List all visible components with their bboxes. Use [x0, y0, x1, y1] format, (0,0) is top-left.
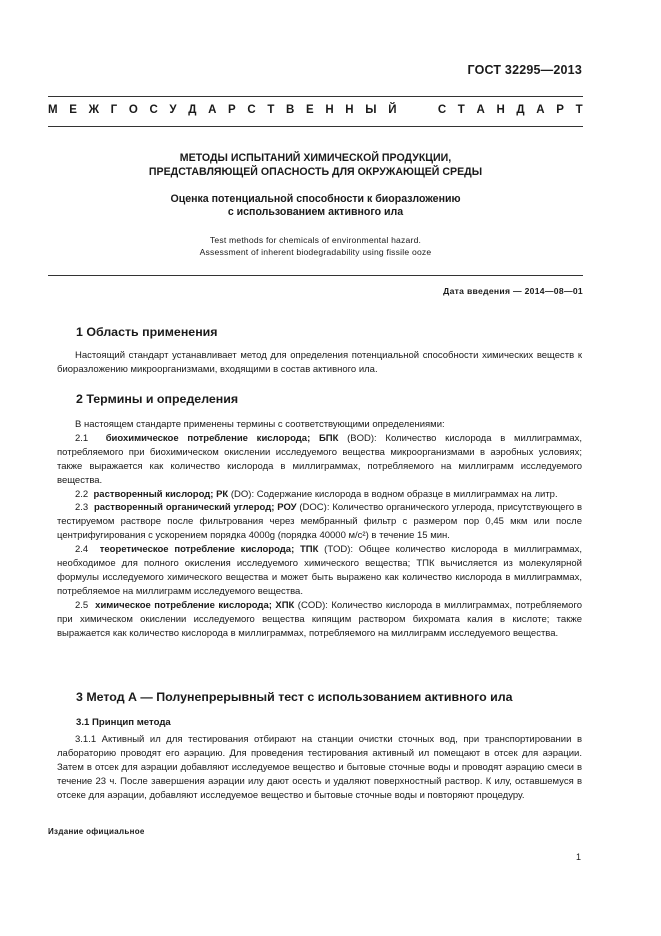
- section-1-body: [57, 349, 582, 377]
- term-2-5: [57, 599, 582, 641]
- term-number: 2.2: [75, 488, 89, 500]
- standard-type-letter: Н: [496, 104, 505, 116]
- section-3-1-1-text: 3.1.1 Активный ил для тестирования отбирают на станции очистки сточных вод, при транспортировании в лабораторию проводят его аэрацию. Для проведения тестирования активный ил помещают в отсек для аэрации. Затем в отсек для аэрации добавляют исследуемое вещество и бытовые сточные воды и проводят аэрацию смеси в течение 23 ч. После завершения аэрации илу дают осесть и удаляют поверхностный раствор. К илу, оставшемуся в отсеке для аэрации, добавляют исследуемое вещество и бытовые сточные воды и повторяют процедуру.: [57, 734, 582, 801]
- term-definition: (TOD): Общее количество кислорода в миллиграммах, необходимое для полного окисления исследуемого химического вещества; ТПК вычисляется из молекулярной формулы исследуемого химического вещества и может быть выражено как количество кислорода в миллиграммах, потребляемое на миллиграмм исследуемого вещества.: [57, 544, 582, 597]
- term-number: 2.3: [75, 502, 89, 514]
- section-2-heading: 2 Термины и определения: [76, 392, 239, 406]
- page-number: 1: [575, 852, 581, 862]
- section-1-heading: 1 Область применения: [76, 325, 218, 339]
- section-3-body: [57, 733, 582, 803]
- term-2-4: [57, 543, 582, 599]
- introduction-date: Дата введения — 2014—08—01: [443, 286, 583, 296]
- term-name: растворенный органический углерод; РОУ: [93, 502, 297, 514]
- standard-type-letter: А: [536, 104, 545, 116]
- standard-type-letter: У: [169, 104, 177, 116]
- term-2-2: [57, 488, 582, 502]
- standard-type-letter: Н: [325, 104, 334, 116]
- standard-type-letter: М: [48, 104, 58, 116]
- standard-type-letter: Т: [457, 104, 465, 116]
- standard-type-letter: [423, 104, 426, 116]
- standard-type-letter: Р: [556, 104, 564, 116]
- term-name: растворенный кислород; РК: [93, 488, 229, 500]
- document-title: [48, 152, 583, 179]
- standard-type-letter: А: [208, 104, 217, 116]
- date-divider: [48, 275, 583, 276]
- term-definition: (COD): Количество кислорода в миллиграммах, потребляемого при химическом окислении исследуемого вещества кипящим раствором бихромата калия в кислоте; также выражается как количество кислорода в миллиграммах, потребляемого на миллиграмм исследуемого вещества.: [57, 599, 582, 639]
- standard-type-letter: Т: [267, 104, 275, 116]
- document-subtitle: [48, 193, 583, 219]
- english-title: [48, 234, 583, 258]
- term-2-3: [57, 501, 582, 543]
- standard-type-letter: С: [437, 104, 447, 116]
- standard-type-letter: Г: [110, 104, 118, 116]
- standard-type-letter: Е: [69, 104, 77, 116]
- official-edition-note: Издание официальное: [48, 827, 145, 836]
- standard-type-letter: В: [286, 104, 295, 116]
- title-line-1: МЕТОДЫ ИСПЫТАНИЙ ХИМИЧЕСКОЙ ПРОДУКЦИИ,: [179, 152, 452, 164]
- term-name: биохимическое потребление кислорода; БПК: [105, 432, 339, 444]
- gost-number: ГОСТ 32295—2013: [467, 63, 582, 77]
- standard-type-letter: О: [128, 104, 138, 116]
- standard-type-letter: С: [247, 104, 256, 116]
- english-title-line-2: Assessment of inherent biodegradability using fissile ooze: [199, 247, 432, 257]
- subtitle-line-2: с использованием активного ила: [227, 206, 404, 218]
- standard-type-letter: [408, 104, 411, 116]
- term-definition: (BOD): Количество кислорода в миллиграммах, потребляемого при биохимическом окислении исследуемого вещества микроорганизмами в аэробных условиях; также выражается как количество кислорода в миллиграммах, потребляемого на миллиграмм исследуемого вещества.: [57, 432, 583, 486]
- term-name: химическое потребление кислорода; ХПК: [95, 599, 295, 611]
- term-number: 2.1: [75, 432, 89, 444]
- english-title-line-1: Test methods for chemicals of environmental hazard.: [209, 235, 422, 245]
- standard-type-letter: Й: [388, 104, 397, 116]
- standard-type-letter: С: [149, 104, 158, 116]
- term-2-1: [57, 432, 582, 488]
- standard-type-letter: Р: [228, 104, 236, 116]
- standard-type-letter: Т: [575, 104, 583, 116]
- standard-type-letter: Е: [306, 104, 314, 116]
- section-3-heading: 3 Метод А — Полунепрерывный тест с использованием активного ила: [76, 690, 513, 704]
- second-divider: [48, 126, 583, 127]
- standard-type-letter: Д: [516, 104, 525, 116]
- term-definition: (DOC): Количество органического углерода, присутствующего в тестируемом растворе после фильтрования через мембранный фильтр с размером пор 0,45 мкм или после центрифугирования с ускорением порядка 4000g (порядка 40000 м/с²) в течение 15 мин.: [57, 502, 583, 542]
- standard-type-line: [48, 104, 583, 116]
- section-2-body: [57, 418, 582, 641]
- section-1-text: Настоящий стандарт устанавливает метод для определения потенциальной способности химических веществ к биоразложению микроорганизмами, входящими в состав активного ила.: [57, 350, 582, 375]
- standard-type-letter: Д: [188, 104, 197, 116]
- title-line-2: ПРЕДСТАВЛЯЮЩЕЙ ОПАСНОСТЬ ДЛЯ ОКРУЖАЮЩЕЙ СРЕДЫ: [148, 165, 483, 178]
- term-number: 2.5: [75, 599, 89, 611]
- term-number: 2.4: [75, 544, 89, 556]
- term-definition: (DO): Содержание кислорода в водном образце в миллиграммах на литр.: [228, 488, 558, 500]
- top-divider: [48, 96, 583, 97]
- subtitle-line-1: Оценка потенциальной способности к биоразложению: [170, 193, 461, 205]
- section-3-1-heading: 3.1 Принцип метода: [76, 717, 171, 728]
- standard-type-letter: Ж: [88, 104, 99, 116]
- standard-type-letter: Ы: [365, 104, 377, 116]
- term-name: теоретическое потребление кислорода; ТПК: [99, 544, 319, 556]
- standard-type-letter: А: [476, 104, 485, 116]
- section-2-intro: В настоящем стандарте применены термины с соответствующими определениями:: [75, 419, 445, 430]
- standard-type-letter: Н: [345, 104, 354, 116]
